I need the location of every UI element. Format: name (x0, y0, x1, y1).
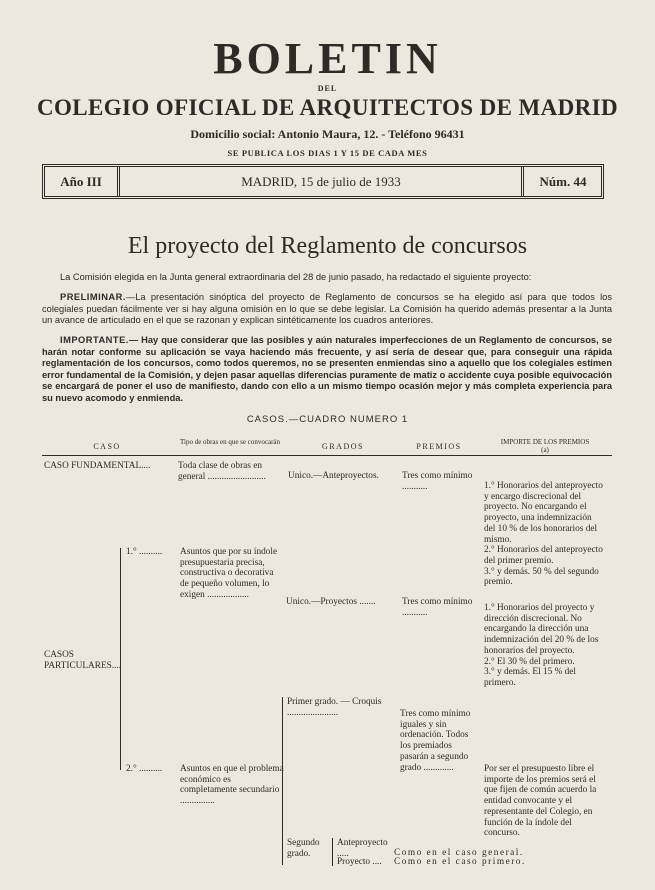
sub2-proyecto-text: Como en el caso primero. (394, 857, 526, 867)
sub2-grado2: Segundo grado. (287, 838, 320, 859)
header-importe: IMPORTE DE LOS PREMIOS (500, 438, 590, 446)
sub2-proyecto-label: Proyecto .... (337, 857, 382, 867)
sub2-grado2-bracket (332, 838, 333, 866)
particulares-bracket (120, 548, 121, 770)
address-line: Domicilio social: Antonio Maura, 12. - Teléfono 96431 (190, 127, 465, 141)
article-title: El proyecto del Reglamento de concursos (127, 233, 528, 259)
case-particulares: CASOS PARTICULARES.... (44, 650, 122, 671)
issue-place-date: MADRID, 15 de julio de 1933 (241, 173, 401, 189)
sub1-importe: 1.° Honorarios del proyecto y dirección discrecional. No encargando la dirección una indemnización del 20 % de los honorarios del proyecto. 2.° El 30 % del primero. 3.° y demás. El 15 % del primero. (484, 603, 599, 688)
article-intro: La Comisión elegida en la Junta general extraordinaria del 28 de junio pasado, ha redactado el siguiente proyecto: (60, 272, 532, 282)
header-caso: CASO (93, 442, 121, 451)
header-premios: PREMIOS (416, 442, 462, 451)
sub2-anteproyecto-text: Como en el caso general. (394, 848, 524, 858)
organization-name: COLEGIO OFICIAL DE ARQUITECTOS DE MADRID (36, 95, 619, 120)
importante-label: IMPORTANTE. (60, 335, 129, 345)
header-grados: GRADOS (322, 442, 364, 451)
table-header-rule (42, 455, 612, 456)
publication-note: SE PUBLICA LOS DIAS 1 Y 15 DE CADA MES (227, 148, 428, 158)
sub2-grades-bracket (282, 697, 283, 865)
table-caption: CASOS.—CUADRO NUMERO 1 (246, 414, 409, 425)
issue-divider (117, 167, 120, 196)
issue-number: Núm. 44 (539, 173, 587, 189)
sub1-premio: Tres como mínimo ........... (402, 597, 473, 618)
sub2-grado1: Primer grado. — Croquis ...................... (287, 697, 382, 718)
paragraph-importante (42, 335, 612, 404)
sub2-anteproyecto-label: Anteproyecto ..... (337, 838, 388, 859)
sub2-tipo: Asuntos en que el problema económico es completamente secundario ............... (180, 764, 284, 807)
case-fundamental: CASO FUNDAMENTAL.... (44, 461, 151, 471)
importante-text: — Hay que considerar que las posibles y aún naturales imperfecciones de un Reglamento de concursos, se harán notar conforme su aplicación se vaya haciendo más frecuente, y así sería de desear que, para conseguir una rápida reglamentación de los concursos, como todos queremos, no se presenten enmiendas sino a aquello que los colegiales estimen error fundamental de la Comisión, y dejen pasar aquellas diferencias puramente de matiz o accidente cuya posible equivocación se encargará de poner el uso de manifiesto, dando con ello a un mismo tiempo ocasión mejor y más completa experiencia para su nuevo acomodo y enmienda. (42, 335, 612, 403)
issue-divider (521, 167, 524, 196)
sub2-importe1: Por ser el presupuesto libre el importe de los premios será el que fijen de común acuerdo la entidad convocante y el representante del Colegio, en función de la índole del concurso. (484, 764, 597, 839)
fundamental-tipo: Toda clase de obras en general ......................... (178, 461, 266, 482)
issue-bar (42, 164, 604, 199)
issue-year: Año III (60, 173, 102, 189)
masthead-title: BOLETIN (213, 34, 442, 83)
masthead-del: DEL (317, 84, 338, 93)
sub1-grado: Unico.—Proyectos ....... (286, 597, 376, 607)
fundamental-grado: Unico.—Anteproyectos. (288, 471, 379, 481)
sub1-number: 1.° .......... (126, 547, 163, 557)
header-importe-note: (a) (541, 446, 549, 454)
fundamental-premio: Tres como mínimo ........... (402, 471, 473, 492)
paragraph-preliminar (42, 292, 612, 327)
preliminar-label: PRELIMINAR. (60, 292, 126, 302)
header-tipo: Tipo de obras en que se convocarán (179, 438, 281, 446)
sub1-tipo: Asuntos que por su índole presupuestaria precisa, constructiva o decorativa de pequeño volumen, lo exigen .................. (180, 547, 278, 600)
fundamental-importe: 1.° Honorarios del anteproyecto y encargo discrecional del proyecto. No encargando el proyecto, una indemnización del 10 % de los honorarios del mismo. 2.° Honorarios del anteproyecto del primer premio. 3.° y demás. 50 % del segundo premio. (484, 481, 603, 588)
preliminar-text: —La presentación sinóptica del proyecto de Reglamento de concursos se ha elegido así para que todos los colegiales puedan fácilmente ver si hay alguna omisión en lo que se debe legislar. La Comisión ha querido además presentar a la Junta un avance de articulado en el que se razonan y explican sintéticamente los cuadros anteriores. (42, 292, 612, 325)
sub2-number: 2.° .......... (126, 764, 163, 774)
sub2-premio1: Tres como mínimo iguales y sin ordenación. Todos los premiados pasarán a segundo grado ............. (400, 709, 471, 773)
